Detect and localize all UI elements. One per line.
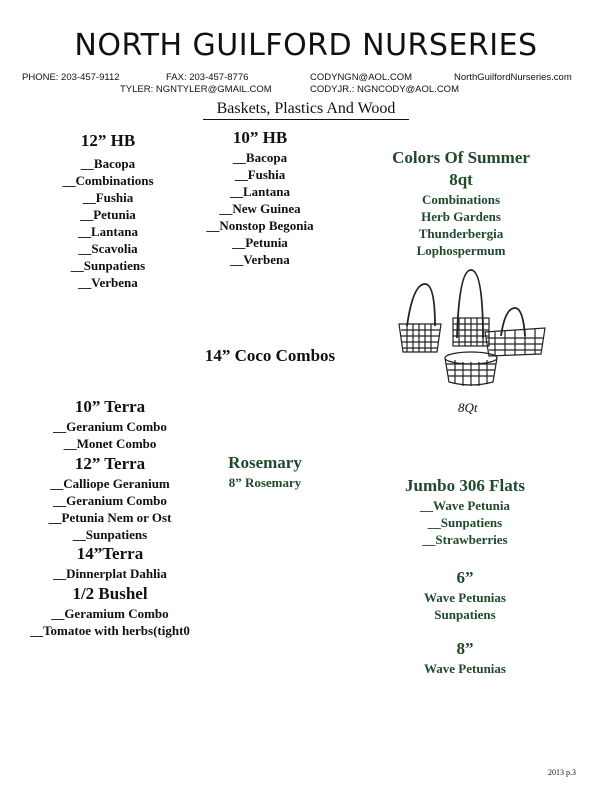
list-item: __Sunpatiens — [72, 527, 148, 542]
subtitle-underline — [203, 119, 409, 120]
six-inch-section — [385, 567, 545, 623]
summer-heading: Colors Of Summer — [392, 148, 530, 167]
jumbo-heading: Jumbo 306 Flats — [405, 476, 525, 495]
list-item: Wave Petunias — [424, 590, 506, 605]
colors-of-summer-section — [385, 147, 537, 259]
list-item: __Combinations — [62, 173, 154, 188]
baskets-illustration — [395, 268, 555, 388]
hb12-heading: 12” HB — [80, 131, 136, 150]
rosemary-section — [200, 452, 330, 491]
rosemary-heading: Rosemary — [228, 453, 302, 472]
list-item: __Strawberries — [422, 532, 508, 547]
list-item: __Fushia — [82, 190, 134, 205]
email-cody-text: CODYNGN@AOL.COM — [310, 72, 413, 83]
coco-combos-section — [190, 345, 350, 367]
website-text: NorthGuilfordNurseries.com — [454, 72, 572, 83]
company-title: NORTH GUILFORD NURSERIES — [74, 28, 538, 63]
list-item: __New Guinea — [219, 201, 301, 216]
list-item: 8” Rosemary — [228, 475, 302, 490]
list-item: Lophospermum — [416, 243, 506, 258]
summer-size: 8qt — [449, 170, 473, 189]
list-item: Sunpatiens — [434, 607, 496, 622]
list-item: __Nonstop Begonia — [206, 218, 314, 233]
hb10-section — [190, 127, 330, 268]
list-item: __Scavolia — [78, 241, 138, 256]
terra-section — [10, 396, 210, 639]
fax-text: FAX: 203-457-8776 — [166, 72, 249, 83]
list-item: __Verbena — [78, 275, 138, 290]
list-item: Herb Gardens — [421, 209, 501, 224]
hb12-section — [38, 130, 178, 291]
jumbo-flats-section — [385, 475, 545, 548]
email-codyjr-text: CODYJR.: NGNCODY@AOL.COM — [310, 84, 459, 95]
terra14-heading: 14”Terra — [76, 544, 144, 563]
list-item: __Calliope Geranium — [50, 476, 170, 491]
email-tyler-text: TYLER: NGNTYLER@GMAIL.COM — [120, 84, 272, 95]
list-item: Wave Petunias — [424, 661, 506, 676]
list-item: __Geramium Combo — [51, 606, 169, 621]
eight-heading: 8” — [456, 639, 474, 658]
list-item: __Geranium Combo — [53, 493, 167, 508]
list-item: __Lantana — [230, 184, 290, 199]
list-item: __Bacopa — [80, 156, 136, 171]
page-footer: 2013 p.3 — [548, 768, 576, 777]
coco-heading: 14” Coco Combos — [204, 346, 336, 365]
section-subtitle: Baskets, Plastics And Wood — [216, 100, 396, 117]
list-item: __Petunia — [80, 207, 136, 222]
eight-inch-section — [385, 638, 545, 677]
list-item: Combinations — [421, 192, 501, 207]
list-item: __Sunpatiens — [70, 258, 146, 273]
hb10-heading: 10” HB — [232, 128, 288, 147]
illustration-caption: 8Qt — [458, 400, 478, 415]
list-item: __Verbena — [230, 252, 290, 267]
terra12-heading: 12” Terra — [74, 454, 146, 473]
list-item: __Fushia — [234, 167, 286, 182]
six-heading: 6” — [456, 568, 474, 587]
list-item: __Tomatoe with herbs(tight0 — [30, 623, 190, 638]
list-item: __Dinnerplat Dahlia — [53, 566, 167, 581]
list-item: __Wave Petunia — [420, 498, 510, 513]
list-item: __Monet Combo — [63, 436, 157, 451]
list-item: __Sunpatiens — [427, 515, 503, 530]
list-item: __Petunia Nem or Ost — [48, 510, 172, 525]
list-item: __Bacopa — [232, 150, 288, 165]
list-item: __Petunia — [232, 235, 288, 250]
terra10-heading: 10” Terra — [74, 397, 146, 416]
list-item: __Geranium Combo — [53, 419, 167, 434]
list-item: __Lantana — [78, 224, 138, 239]
bushel-heading: 1/2 Bushel — [72, 584, 148, 603]
phone-text: PHONE: 203-457-9112 — [22, 72, 120, 83]
list-item: Thunderbergia — [418, 226, 504, 241]
